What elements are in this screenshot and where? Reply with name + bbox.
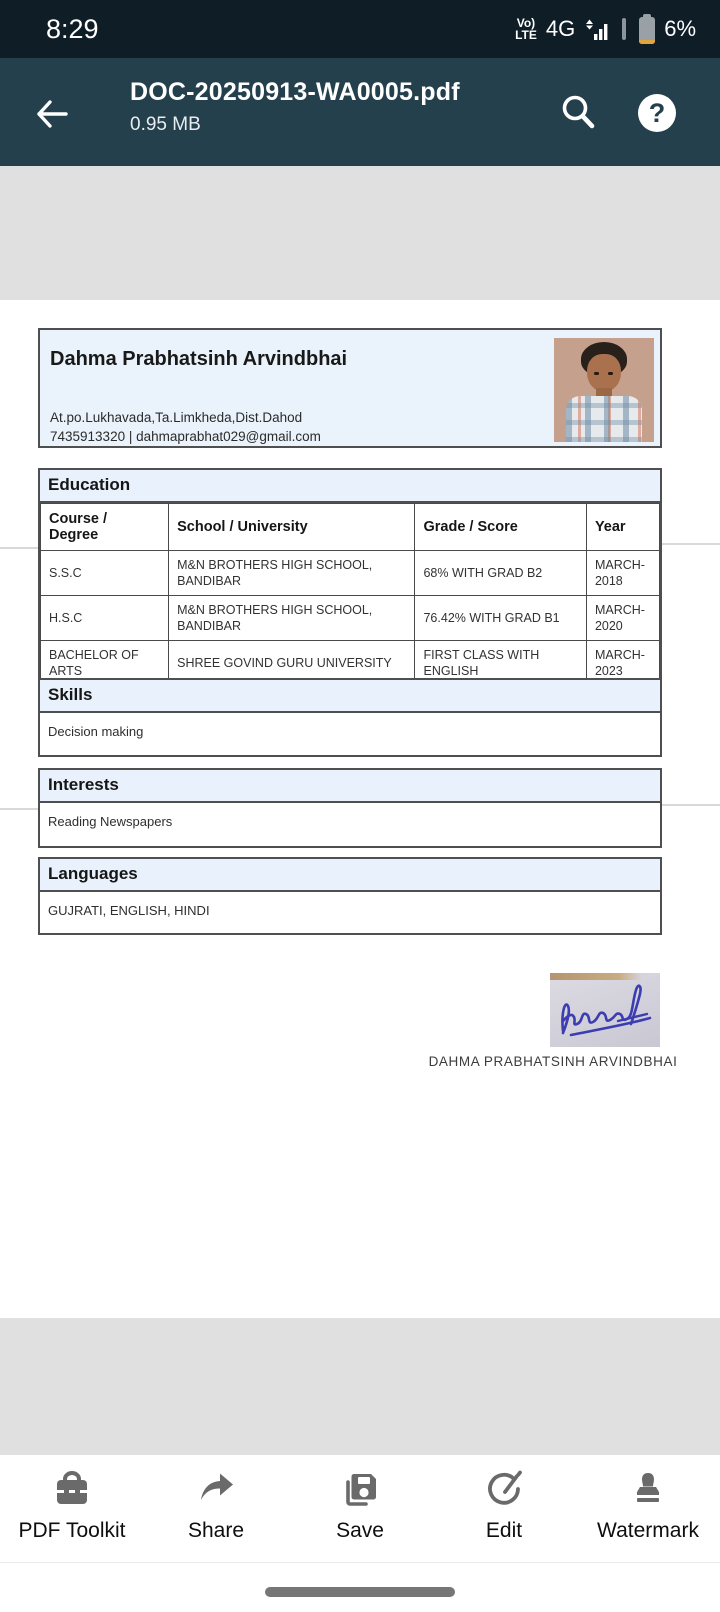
- edit-button[interactable]: Edit: [432, 1455, 576, 1543]
- clock: 8:29: [46, 13, 99, 44]
- portrait-photo: [554, 338, 654, 442]
- bottom-toolbar: [0, 1455, 720, 1562]
- candidate-contact: At.po.Lukhavada,Ta.Limkheda,Dist.Dahod 7435913320 | dahmaprabhat029@gmail.com: [50, 410, 321, 444]
- interests-content: Reading Newspapers: [48, 814, 173, 829]
- share-arrow-icon: [196, 1469, 236, 1509]
- skills-header: Skills: [40, 680, 660, 713]
- network-type-label: 4G: [545, 16, 576, 41]
- pdf-toolkit-button[interactable]: PDF Toolkit: [0, 1455, 144, 1543]
- page-crease-line: [0, 808, 38, 810]
- share-button[interactable]: Share: [144, 1455, 288, 1543]
- battery-level: [639, 40, 655, 44]
- page-crease-line: [662, 804, 720, 806]
- help-icon: ?: [648, 97, 666, 128]
- signal-bars-icon: [584, 16, 611, 43]
- education-table: [40, 503, 660, 686]
- skills-section: [38, 678, 662, 757]
- toolbox-icon: [51, 1469, 93, 1509]
- handwritten-signature: [550, 973, 660, 1047]
- sim2-signal-icon: [622, 18, 626, 40]
- page-crease-line: [662, 543, 720, 545]
- table-row: BACHELOR OF ARTS SHREE GOVIND GURU UNIVERSITY FIRST CLASS WITH ENGLISH MARCH-2023: [41, 641, 660, 686]
- resume-header-box: [38, 328, 662, 448]
- battery-percent-label: 6%: [664, 16, 696, 41]
- save-button[interactable]: Save: [288, 1455, 432, 1543]
- back-arrow-icon: [35, 99, 69, 129]
- languages-header: Languages: [40, 859, 660, 892]
- education-header: Education: [40, 470, 660, 503]
- search-button[interactable]: [556, 90, 600, 134]
- home-indicator-pill[interactable]: [265, 1587, 455, 1597]
- app-bar: [0, 58, 720, 166]
- signature-name: DAHMA PRABHATSINH ARVINDBHAI: [428, 1054, 678, 1069]
- page-crease-line: [0, 547, 38, 549]
- interests-section: [38, 768, 662, 848]
- back-button[interactable]: [30, 92, 74, 136]
- system-navigation-bar: [0, 1562, 720, 1612]
- status-bar: [0, 0, 720, 58]
- help-button[interactable]: [638, 94, 676, 132]
- languages-section: [38, 857, 662, 935]
- volte-icon: Vo) LTE: [515, 16, 537, 42]
- candidate-name: Dahma Prabhatsinh Arvindbhai: [50, 348, 348, 370]
- pdf-page[interactable]: [0, 300, 720, 1318]
- watermark-button[interactable]: Watermark: [576, 1455, 720, 1543]
- languages-content: GUJRATI, ENGLISH, HINDI: [48, 903, 210, 918]
- interests-header: Interests: [40, 770, 660, 803]
- education-table-header-row: Course / Degree School / University Grade / Score Year: [41, 504, 660, 551]
- save-floppy-icon: [340, 1469, 380, 1509]
- education-section: [38, 468, 662, 688]
- battery-low-icon: [639, 14, 655, 44]
- search-icon: [558, 92, 598, 132]
- edit-pencil-icon: [484, 1469, 524, 1509]
- stamp-icon: [628, 1469, 668, 1509]
- skills-content: Decision making: [48, 724, 144, 739]
- table-row: H.S.C M&N BROTHERS HIGH SCHOOL, BANDIBAR 76.42% WITH GRAD B1 MARCH-2020: [41, 596, 660, 641]
- table-row: S.S.C M&N BROTHERS HIGH SCHOOL, BANDIBAR 68% WITH GRAD B2 MARCH-2018: [41, 551, 660, 596]
- document-title: DOC-20250913-WA0005.pdf: [130, 78, 460, 106]
- document-size: 0.95 MB: [130, 114, 201, 135]
